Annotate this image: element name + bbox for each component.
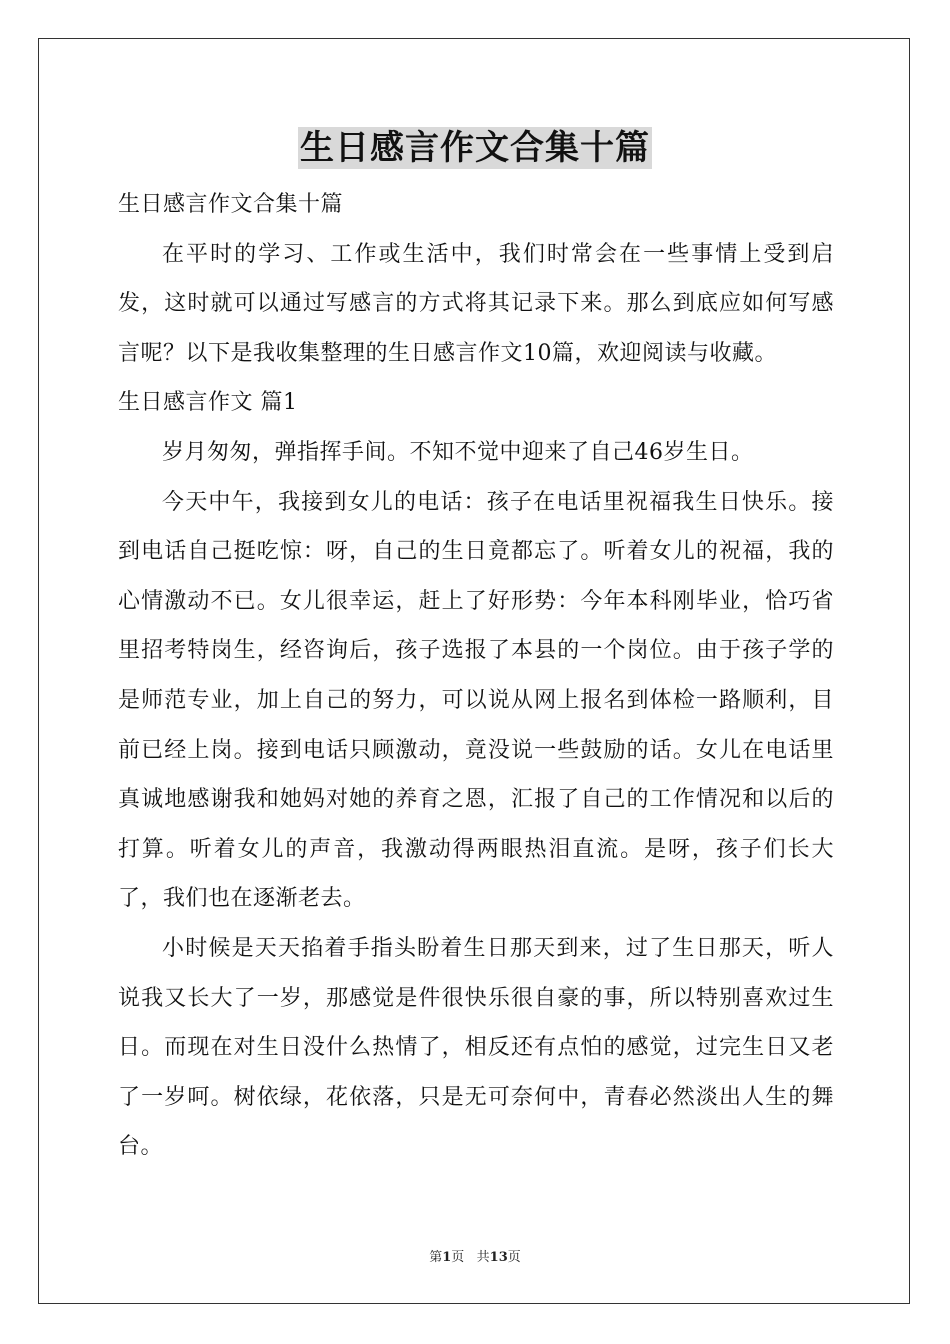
page-label-suffix: 页: [507, 1250, 521, 1265]
total-page-number: 13: [489, 1250, 508, 1265]
page-footer: [0, 1246, 950, 1265]
paragraph: 岁月匆匆，弹指挥手间。不知不觉中迎来了自己46岁生日。: [162, 439, 754, 465]
paragraph-intro: 在平时的学习、工作或生活中，我们时常会在一些事情上受到启发，这时就可以通过写感言的方式将其记录下来。那么到底应如何写感言呢？以下是我收集整理的生日感言作文10篇，欢迎阅读与收藏。: [118, 241, 834, 366]
section-heading: 生日感言作文 篇1: [118, 390, 298, 416]
paragraph: 小时候是天天掐着手指头盼着生日那天到来，过了生日那天，听人说我又长大了一岁，那感觉是件很快乐很自豪的事，所以特别喜欢过生日。而现在对生日没什么热情了，相反还有点怕的感觉，过完生日又老了一岁呵。树依绿，花依落，只是无可奈何中，青春必然淡出人生的舞台。: [118, 935, 834, 1160]
document-title: 生日感言作文合集十篇: [300, 128, 650, 168]
paragraph: 今天中午，我接到女儿的电话：孩子在电话里祝福我生日快乐。接到电话自己挺吃惊：呀，自己的生日竟都忘了。听着女儿的祝福，我的心情激动不已。女儿很幸运，赶上了好形势：今年本科刚毕业，恰巧省里招考特岗生，经咨询后，孩子选报了本县的一个岗位。由于孩子学的是师范专业，加上自己的努力，可以说从网上报名到体检一路顺利，目前已经上岗。接到电话只顾激动，竟没说一些鼓励的话。女儿在电话里真诚地感谢我和她妈对她的养育之恩，汇报了自己的工作情况和以后的打算。听着女儿的声音，我激动得两眼热泪直流。是呀，孩子们长大了，我们也在逐渐老去。: [118, 489, 834, 912]
page-label-prefix: 第: [429, 1250, 443, 1265]
title-container: [0, 127, 950, 169]
page-label-mid: 页 共: [451, 1250, 490, 1265]
paragraph-subtitle: 生日感言作文合集十篇: [118, 192, 344, 217]
document-body: [118, 180, 834, 1172]
current-page-number: 1: [442, 1250, 452, 1265]
